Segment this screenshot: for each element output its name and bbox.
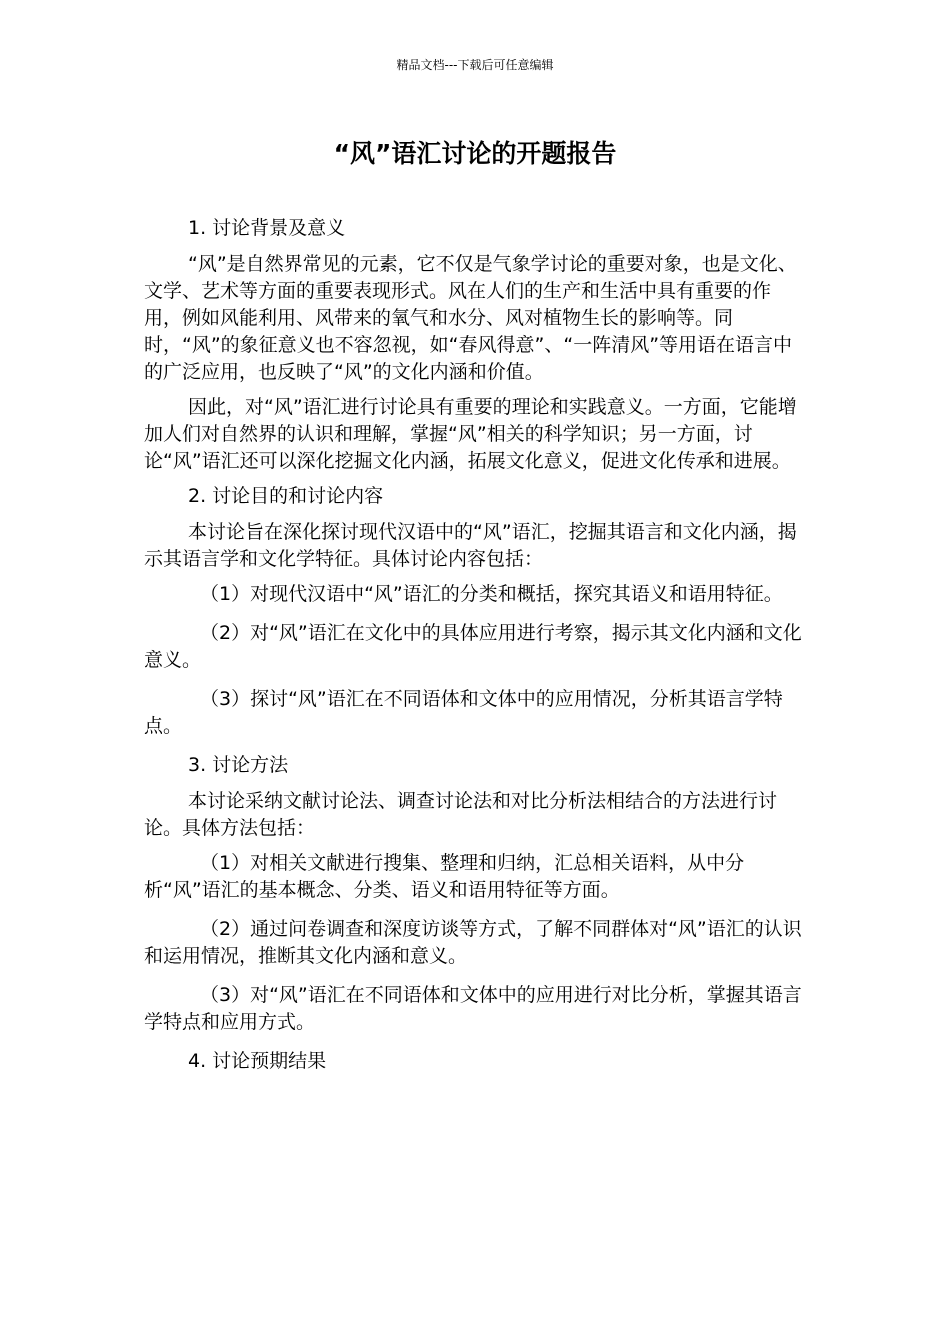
document-title: “风”语汇讨论的开题报告 xyxy=(333,139,617,168)
paragraph: 本讨论采纳文献讨论法、调查讨论法和对比分析法相结合的方法进行讨论。具体方法包括： xyxy=(144,790,778,839)
list-item: （3）探讨“风”语汇在不同语体和文体中的应用情况，分析其语言学特点。 xyxy=(144,688,783,737)
section-heading-purpose: 2. 讨论目的和讨论内容 xyxy=(188,485,384,507)
list-item: （2）通过问卷调查和深度访谈等方式，了解不同群体对“风”语汇的认识和运用情况，推断其文化内涵和意义。 xyxy=(144,918,802,967)
page-header: 精品文档---下载后可任意编辑 xyxy=(396,58,554,72)
list-item: （1）对现代汉语中“风”语汇的分类和概括，探究其语义和语用特征。 xyxy=(200,583,783,605)
list-item: （3）对“风”语汇在不同语体和文体中的应用进行对比分析，掌握其语言学特点和应用方式。 xyxy=(144,984,802,1033)
list-item: （2）对“风”语汇在文化中的具体应用进行考察，揭示其文化内涵和文化意义。 xyxy=(144,622,802,671)
section-heading-results: 4. 讨论预期结果 xyxy=(188,1050,327,1072)
document-body xyxy=(144,215,808,1084)
section-heading-method: 3. 讨论方法 xyxy=(188,754,289,776)
paragraph: “风”是自然界常见的元素，它不仅是气象学讨论的重要对象，也是文化、文学、艺术等方面的重要表现形式。风在人们的生产和生活中具有重要的作用，例如风能利用、风带来的氧气和水分、风对植物生长的影响等。同时，“风”的象征意义也不容忽视，如“春风得意”、“一阵清风”等用语在语言中的广泛应用，也反映了“风”的文化内涵和价值。 xyxy=(144,253,797,383)
list-item: （1）对相关文献进行搜集、整理和归纳，汇总相关语料，从中分析“风”语汇的基本概念、分类、语义和语用特征等方面。 xyxy=(144,852,745,901)
paragraph: 本讨论旨在深化探讨现代汉语中的“风”语汇，挖掘其语言和文化内涵，揭示其语言学和文化学特征。具体讨论内容包括： xyxy=(144,521,797,570)
paragraph: 因此，对“风”语汇进行讨论具有重要的理论和实践意义。一方面，它能增加人们对自然界的认识和理解，掌握“风”相关的科学知识；另一方面，讨论“风”语汇还可以深化挖掘文化内涵，拓展文化意义，促进文化传承和进展。 xyxy=(144,396,797,472)
section-heading-background: 1. 讨论背景及意义 xyxy=(188,217,346,239)
